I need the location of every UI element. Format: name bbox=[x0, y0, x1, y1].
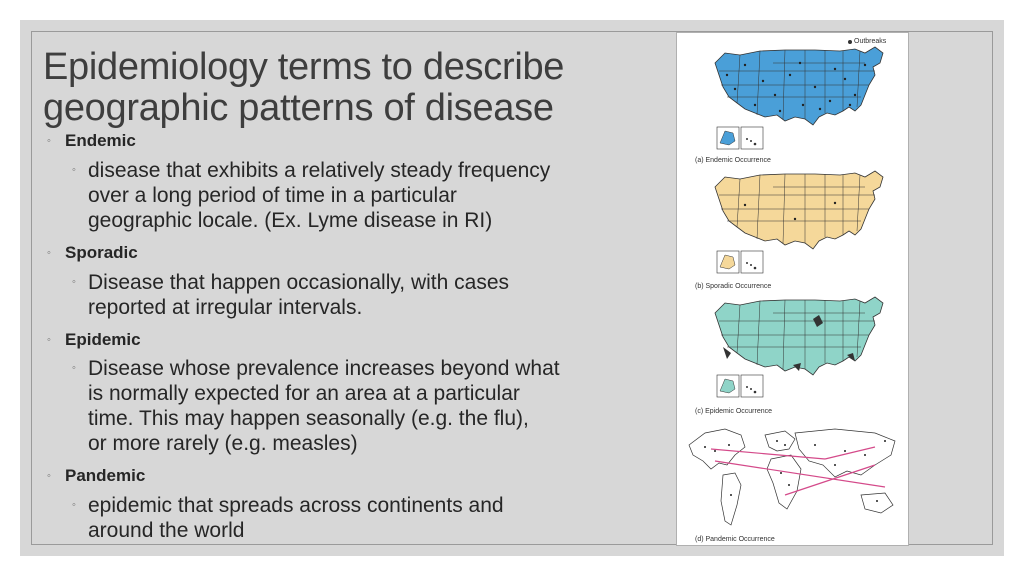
term-epidemic bbox=[47, 330, 141, 350]
map-epidemic bbox=[715, 297, 883, 397]
definition-line: around the world bbox=[88, 519, 245, 542]
bullet-icon: ◦ bbox=[72, 164, 76, 176]
definition-sporadic bbox=[72, 270, 628, 320]
slide-title bbox=[43, 47, 643, 129]
term-label: Sporadic bbox=[65, 243, 138, 262]
bullet-icon: ◦ bbox=[47, 135, 51, 147]
definition-line: time. This may happen seasonally (e.g. the flu), bbox=[88, 407, 529, 430]
definition-text bbox=[88, 270, 628, 320]
legend-label: Outbreaks bbox=[854, 38, 887, 45]
bullet-icon: ◦ bbox=[72, 276, 76, 288]
caption-sporadic: (b) Sporadic Occurrence bbox=[695, 283, 772, 290]
bullet-icon: ◦ bbox=[72, 362, 76, 374]
term-endemic bbox=[47, 131, 136, 151]
definition-line: disease that exhibits a relatively steady frequency bbox=[88, 159, 551, 182]
bullet-icon: ◦ bbox=[47, 334, 51, 346]
title-line-1: Epidemiology terms to describe bbox=[43, 46, 565, 88]
definition-line: Disease whose prevalence increases beyond what bbox=[88, 357, 560, 380]
definition-pandemic bbox=[72, 493, 628, 543]
term-label: Epidemic bbox=[65, 330, 141, 349]
bullet-icon: ◦ bbox=[72, 499, 76, 511]
definition-text bbox=[88, 158, 628, 233]
definition-line: or more rarely (e.g. measles) bbox=[88, 432, 358, 455]
definition-line: Disease that happen occasionally, with cases bbox=[88, 271, 510, 294]
definition-line: geographic locale. (Ex. Lyme disease in RI) bbox=[88, 209, 493, 232]
term-pandemic bbox=[47, 466, 145, 486]
map-sporadic bbox=[715, 171, 883, 273]
bullet-icon: ◦ bbox=[47, 470, 51, 482]
title-line-2: geographic patterns of disease bbox=[43, 87, 554, 129]
caption-endemic: (a) Endemic Occurrence bbox=[695, 157, 771, 164]
caption-epidemic: (c) Epidemic Occurrence bbox=[695, 408, 773, 415]
definition-epidemic bbox=[72, 356, 628, 456]
definition-text bbox=[88, 493, 628, 543]
term-label: Endemic bbox=[65, 131, 136, 150]
definition-line: over a long period of time in a particular bbox=[88, 184, 457, 207]
definition-text bbox=[88, 356, 628, 456]
maps-illustration bbox=[677, 33, 910, 547]
definition-line: epidemic that spreads across continents and bbox=[88, 494, 504, 517]
caption-pandemic: (d) Pandemic Occurrence bbox=[695, 536, 775, 543]
term-sporadic bbox=[47, 243, 138, 263]
definition-endemic bbox=[72, 158, 628, 233]
term-label: Pandemic bbox=[65, 466, 146, 485]
map-pandemic bbox=[689, 429, 895, 525]
occurrence-figure bbox=[676, 32, 909, 546]
definition-line: reported at irregular intervals. bbox=[88, 296, 363, 319]
map-endemic bbox=[715, 47, 883, 149]
bullet-icon: ◦ bbox=[47, 247, 51, 259]
definition-line: is normally expected for an area at a particular bbox=[88, 382, 520, 405]
